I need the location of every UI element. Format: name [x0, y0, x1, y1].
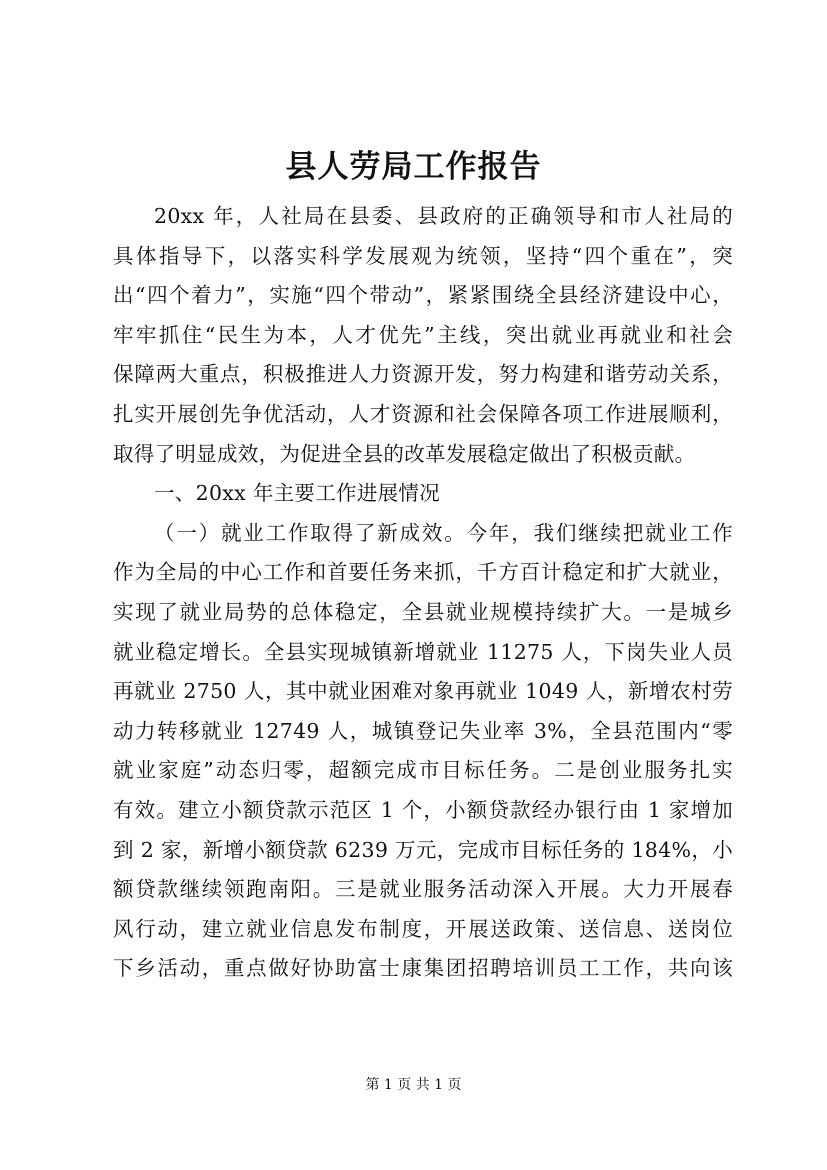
text-line: 有效。建立小额贷款示范区 1 个，小额贷款经办银行由 1 家增加	[113, 797, 733, 822]
text-line: 保障两大重点，积极推进人力资源开发，努力构建和谐劳动关系，	[113, 362, 733, 387]
text-line: 作为全局的中心工作和首要任务来抓，千方百计稳定和扩大就业，	[113, 560, 733, 585]
text-line: 到 2 家，新增小额贷款 6239 万元，完成市目标任务的 184%，小	[113, 837, 733, 862]
text-line: 20xx 年，人社局在县委、县政府的正确领导和市人社局的	[154, 204, 733, 228]
page-footer: 第 1 页 共 1 页	[365, 1077, 462, 1093]
text-line: 牢牢抓住“民生为本，人才优先”主线，突出就业再就业和社会	[113, 322, 733, 347]
text-line: 额贷款继续领跑南阳。三是就业服务活动深入开展。大力开展春	[113, 877, 733, 902]
text-line: 一、20xx 年主要工作进展情况	[154, 481, 441, 506]
text-line: 具体指导下，以落实科学发展观为统领，坚持“四个重在”，突	[113, 243, 733, 268]
text-line: 实现了就业局势的总体稳定，全县就业规模持续扩大。一是城乡	[113, 599, 733, 624]
text-line: 下乡活动，重点做好协助富士康集团招聘培训员工工作，共向该	[113, 956, 733, 981]
text-line: 风行动，建立就业信息发布制度，开展送政策、送信息、送岗位	[113, 916, 733, 941]
text-line: 出“四个着力”，实施“四个带动”，紧紧围绕全县经济建设中心，	[113, 283, 733, 308]
text-line: 扎实开展创先争优活动，人才资源和社会保障各项工作进展顺利，	[113, 401, 733, 426]
text-line: 就业稳定增长。全县实现城镇新增就业 11275 人，下岗失业人员	[113, 639, 733, 664]
text-line: 再就业 2750 人，其中就业困难对象再就业 1049 人，新增农村劳	[113, 679, 733, 704]
document-title: 县人劳局工作报告	[285, 149, 542, 185]
document-body	[113, 197, 733, 989]
text-line: 就业家庭”动态归零，超额完成市目标任务。二是创业服务扎实	[113, 758, 733, 783]
text-line: 取得了明显成效，为促进全县的改革发展稳定做出了积极贡献。	[113, 441, 696, 466]
text-line: 动力转移就业 12749 人，城镇登记失业率 3%，全县范围内“零	[113, 718, 733, 743]
text-line: （一）就业工作取得了新成效。今年，我们继续把就业工作	[154, 520, 733, 545]
